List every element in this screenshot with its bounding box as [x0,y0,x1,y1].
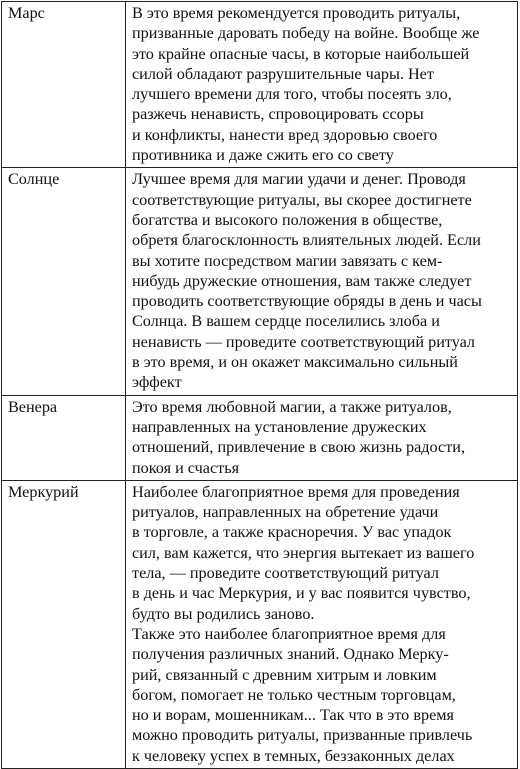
text-line: Лучшее время для магии удачи и денег. Проводя [132,170,466,189]
text-line: обретя благосклонность влиятельных людей. Если [132,231,481,250]
text-line: призванные даровать победу на войне. Вообще же [132,24,480,43]
text-line: ненависть — проведите соответствующий ритуал [132,332,476,351]
text-line: эффект [132,373,182,392]
text-line: в торговле, а также красноречия. У вас упадок [132,523,452,542]
text-line: Также это наиболее благоприятное время для [132,624,446,643]
text-line: вы хотите посредством магии завязать с кем- [132,251,443,270]
text-line: разжечь ненависть, спровоцировать ссоры [132,105,424,124]
text-line: получения различных знаний. Однако Мерку- [132,645,449,664]
text-line: В это время рекомендуется проводить ритуалы, [132,4,461,22]
table-row-mercury [2,480,518,768]
text-line: проводить соответствующие обряды в день и часы [132,292,482,311]
text-line: богом, помогает не только честным торговцам, [132,685,456,704]
text-line: будто вы родились заново. [132,604,315,623]
text-line: Наиболее благоприятное время для проведения [132,482,460,501]
text-line: в это время, и он окажет максимально сильный [132,353,458,372]
text-line: противника и даже сжить его со свету [132,146,394,165]
table-row-sun [2,168,518,395]
text-line: тела, — проведите соответствующий ритуал [132,564,439,583]
text-line: но и ворам, мошенникам... Так что в это время [132,706,454,725]
text-line: рий, связанный с древним хитрым и ловким [132,665,437,684]
text-line: нибудь дружеские отношения, вам также следует [132,271,472,290]
text-line: отношений, привлечение в свою жизнь радости, [132,438,465,457]
planet-name: Венера [2,395,126,480]
table-row-mars [2,2,518,168]
text-line: силой обладают разрушительные чары. Нет [132,64,434,83]
text-line: к человеку успех в темных, беззаконных делах [132,746,455,765]
text-line: в день и час Меркурия, и у вас появится чувство, [132,584,471,603]
text-line: и конфликты, нанести вред здоровью своего [132,125,438,144]
planet-description [126,395,518,480]
planet-name: Марс [2,2,126,168]
text-line: направленных на установление дружеских [132,417,427,436]
text-line: богатства и высокого положения в обществе, [132,210,443,229]
text-line: Это время любовной магии, а также ритуалов, [132,397,452,416]
text-line: это крайне опасные часы, в которые наибольшей [132,44,470,63]
text-line: покоя и счастья [132,458,240,477]
planet-description [126,2,518,168]
planet-name: Солнце [2,168,126,395]
text-line: Солнца. В вашем сердце поселились злоба и [132,312,440,331]
text-line: сил, вам кажется, что энергия вытекает из вашего [132,543,475,562]
text-line: ритуалов, направленных на обретение удачи [132,503,439,522]
text-line: соответствующие ритуалы, вы скорее достигнете [132,190,472,209]
text-line: можно проводить ритуалы, призванные привлечь [132,726,473,745]
planet-description [126,168,518,395]
planet-hours-table [1,1,518,769]
text-line: лучшего времени для того, чтобы посеять зло, [132,85,452,104]
table-row-venus [2,395,518,480]
planet-name: Меркурий [2,480,126,768]
planet-description [126,480,518,768]
